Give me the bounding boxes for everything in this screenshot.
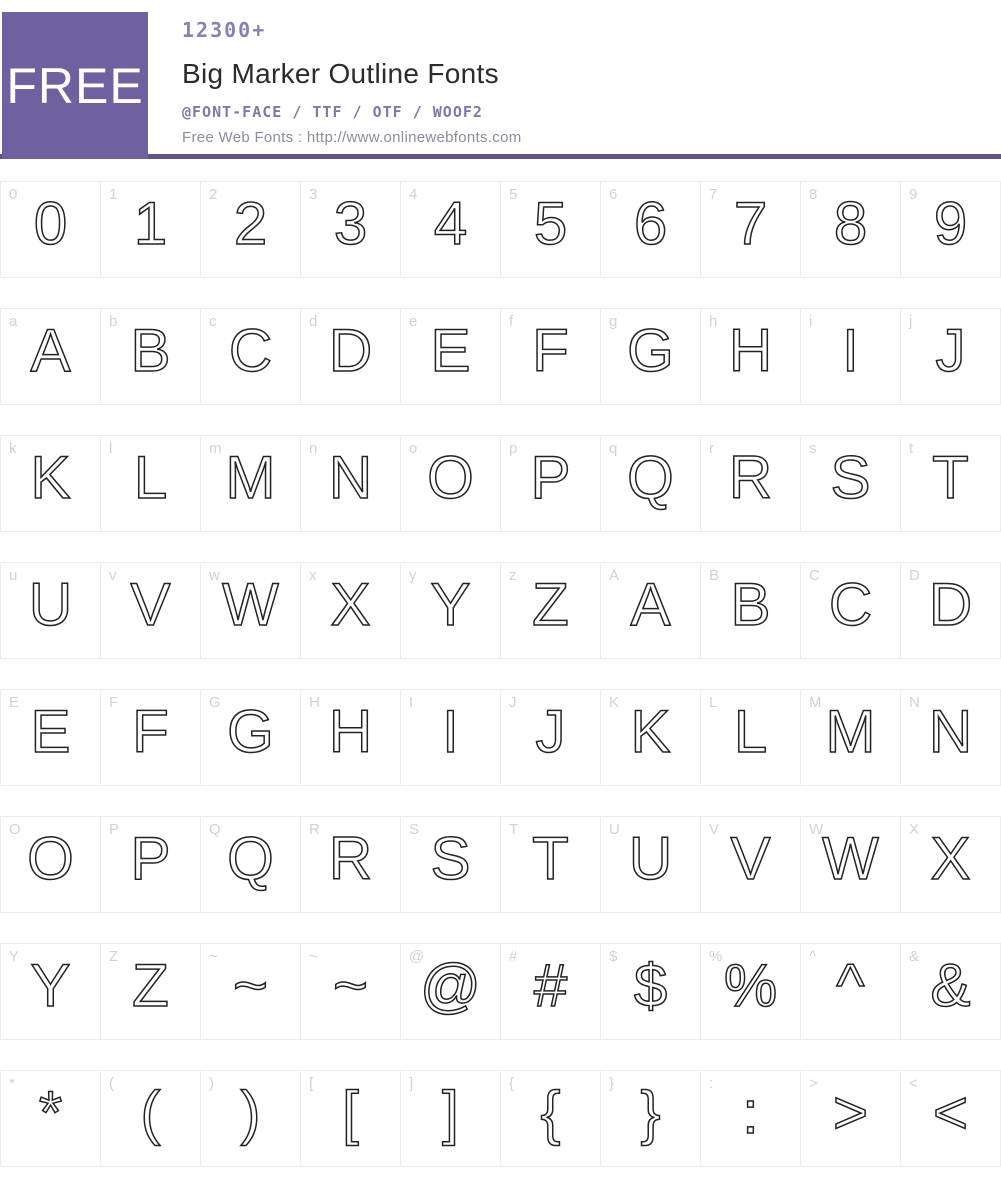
glyph-cell [700, 562, 801, 659]
cell-label: c [209, 313, 217, 330]
glyph-cell [300, 943, 401, 1040]
cell-label: % [709, 948, 723, 965]
cell-glyph: ^ [836, 951, 865, 1019]
cell-glyph: H [328, 697, 373, 765]
cell-glyph: B [130, 316, 171, 384]
cell-label: V [709, 821, 720, 838]
glyph-cell [700, 816, 801, 913]
cell-label: w [209, 567, 220, 584]
glyph-cell [100, 562, 201, 659]
cell-label: ) [209, 1075, 214, 1092]
cell-label: N [909, 694, 920, 711]
cell-label: 4 [409, 186, 418, 203]
glyph-cell [600, 435, 701, 532]
cell-glyph: Z [132, 951, 169, 1019]
cell-label: L [709, 694, 718, 711]
cell-glyph: A [30, 316, 71, 384]
glyph-cell [500, 943, 601, 1040]
cell-glyph: J [935, 316, 966, 384]
cell-label: d [309, 313, 318, 330]
glyph-cell [800, 308, 901, 405]
cell-glyph: P [530, 443, 571, 511]
cell-glyph: @ [420, 951, 481, 1019]
glyph-cell [500, 1070, 601, 1167]
cell-label: 7 [709, 186, 718, 203]
cell-label: ~ [309, 948, 318, 965]
cell-label: b [109, 313, 118, 330]
cell-glyph: T [932, 443, 969, 511]
glyph-cell [300, 1070, 401, 1167]
glyph-grid [0, 161, 1001, 1167]
cell-glyph: ~ [332, 951, 369, 1019]
glyph-cell [800, 943, 901, 1040]
glyph-cell [700, 308, 801, 405]
cell-glyph: 6 [633, 189, 668, 257]
cell-label: 2 [209, 186, 218, 203]
cell-label: { [509, 1075, 515, 1092]
cell-glyph: 3 [333, 189, 368, 257]
glyph-cell [500, 308, 601, 405]
glyph-cell [100, 689, 201, 786]
cell-label: ^ [809, 948, 817, 965]
cell-glyph: Z [532, 570, 569, 638]
glyph-cell [400, 943, 501, 1040]
cell-glyph: R [728, 443, 773, 511]
cell-glyph: ~ [232, 951, 269, 1019]
glyph-cell [600, 562, 701, 659]
glyph-cell [800, 562, 901, 659]
cell-glyph: H [728, 316, 773, 384]
cell-label: G [209, 694, 221, 711]
cell-label: v [109, 567, 117, 584]
cell-glyph: < [932, 1078, 969, 1146]
cell-label: k [9, 440, 17, 457]
glyph-cell [0, 181, 101, 278]
glyph-cell [100, 1070, 201, 1167]
cell-glyph: 9 [933, 189, 968, 257]
cell-label: s [809, 440, 817, 457]
glyph-cell [700, 435, 801, 532]
cell-label: J [509, 694, 517, 711]
cell-glyph: N [328, 443, 373, 511]
glyph-cell [0, 816, 101, 913]
cell-label: ( [109, 1075, 114, 1092]
cell-glyph: G [227, 697, 274, 765]
cell-label: M [809, 694, 822, 711]
glyph-cell [500, 816, 601, 913]
cell-glyph: U [628, 824, 673, 892]
glyph-cell [600, 181, 701, 278]
cell-glyph: U [28, 570, 73, 638]
glyph-cell [800, 181, 901, 278]
glyph-cell [900, 689, 1001, 786]
glyph-row [0, 435, 1001, 532]
cell-label: y [409, 567, 417, 584]
cell-label: n [309, 440, 318, 457]
glyph-cell [500, 181, 601, 278]
cell-label: @ [409, 948, 425, 965]
glyph-cell [300, 181, 401, 278]
cell-label: h [709, 313, 718, 330]
glyph-cell [200, 562, 301, 659]
glyph-cell [700, 181, 801, 278]
glyph-cell [900, 308, 1001, 405]
cell-glyph: K [630, 697, 671, 765]
header [0, 0, 1001, 161]
free-badge [2, 12, 148, 159]
cell-glyph: ) [240, 1078, 261, 1146]
cell-glyph: Q [627, 443, 674, 511]
glyph-cell [400, 435, 501, 532]
cell-label: ~ [209, 948, 218, 965]
glyph-cell [400, 181, 501, 278]
cell-glyph: ( [140, 1078, 161, 1146]
cell-glyph: O [27, 824, 74, 892]
glyph-cell [700, 689, 801, 786]
glyph-cell [800, 816, 901, 913]
cell-label: f [509, 313, 514, 330]
cell-label: Y [9, 948, 20, 965]
cell-label: ] [409, 1075, 414, 1092]
cell-glyph: C [228, 316, 273, 384]
cell-glyph: K [30, 443, 71, 511]
glyph-cell [400, 562, 501, 659]
glyph-cell [400, 816, 501, 913]
cell-label: x [309, 567, 317, 584]
cell-label: < [909, 1075, 918, 1092]
font-formats-label: @FONT-FACE / TTF / OTF / WOOF2 [182, 103, 483, 121]
cell-label: 1 [109, 186, 118, 203]
cell-label: q [609, 440, 618, 457]
glyph-cell [600, 943, 701, 1040]
cell-label: 8 [809, 186, 818, 203]
glyph-cell [0, 689, 101, 786]
cell-label: u [9, 567, 18, 584]
cell-glyph: G [627, 316, 674, 384]
cell-glyph: 2 [233, 189, 268, 257]
glyph-cell [800, 435, 901, 532]
cell-label: a [9, 313, 18, 330]
cell-glyph: W [822, 824, 879, 892]
glyph-cell [900, 816, 1001, 913]
cell-glyph: % [723, 951, 778, 1019]
cell-glyph: W [222, 570, 279, 638]
cell-glyph: I [442, 697, 459, 765]
cell-glyph: } [640, 1078, 661, 1146]
glyph-cell [0, 562, 101, 659]
glyph-cell [600, 308, 701, 405]
cell-label: g [609, 313, 618, 330]
cell-label: Z [109, 948, 119, 965]
cell-glyph: * [38, 1078, 63, 1146]
glyph-cell [900, 1070, 1001, 1167]
cell-glyph: > [832, 1078, 869, 1146]
glyph-cell [100, 308, 201, 405]
glyph-cell [700, 1070, 801, 1167]
cell-glyph: D [328, 316, 373, 384]
glyph-cell [0, 435, 101, 532]
cell-label: 3 [309, 186, 318, 203]
source-url-link[interactable]: Free Web Fonts : http://www.onlinewebfonts.com [182, 129, 522, 146]
cell-label: t [909, 440, 914, 457]
glyph-cell [400, 689, 501, 786]
cell-glyph: P [130, 824, 171, 892]
cell-glyph: X [330, 570, 371, 638]
cell-label: F [109, 694, 119, 711]
cell-glyph: Y [430, 570, 471, 638]
cell-glyph: { [540, 1078, 561, 1146]
cell-glyph: T [532, 824, 569, 892]
cell-glyph: Q [227, 824, 274, 892]
glyph-cell [900, 943, 1001, 1040]
cell-label: 9 [909, 186, 918, 203]
glyph-cell [0, 308, 101, 405]
cell-label: P [109, 821, 120, 838]
cell-glyph: S [830, 443, 871, 511]
glyph-cell [200, 943, 301, 1040]
cell-glyph: 0 [33, 189, 68, 257]
cell-label: r [709, 440, 714, 457]
cell-glyph: $ [633, 951, 668, 1019]
cell-glyph: 7 [733, 189, 768, 257]
cell-label: : [709, 1075, 714, 1092]
cell-label: R [309, 821, 320, 838]
glyph-cell [700, 943, 801, 1040]
cell-label: C [809, 567, 820, 584]
cell-glyph: # [533, 951, 568, 1019]
glyph-row [0, 816, 1001, 913]
cell-glyph: 8 [833, 189, 868, 257]
cell-label: z [509, 567, 517, 584]
cell-label: i [809, 313, 813, 330]
cell-glyph: M [825, 697, 876, 765]
cell-label: j [909, 313, 913, 330]
cell-label: T [509, 821, 519, 838]
cell-label: W [809, 821, 824, 838]
cell-glyph: X [930, 824, 971, 892]
glyph-cell [300, 816, 401, 913]
glyph-cell [300, 435, 401, 532]
cell-glyph: Y [30, 951, 71, 1019]
glyph-cell [900, 562, 1001, 659]
glyph-cell [900, 435, 1001, 532]
cell-label: Q [209, 821, 221, 838]
cell-label: & [909, 948, 920, 965]
cell-glyph: F [132, 697, 169, 765]
glyph-cell [500, 435, 601, 532]
header-divider [0, 154, 1001, 159]
cell-glyph: 1 [133, 189, 168, 257]
glyph-cell [800, 689, 901, 786]
cell-label: p [509, 440, 518, 457]
glyph-cell [200, 181, 301, 278]
glyph-row [0, 689, 1001, 786]
cell-label: # [509, 948, 518, 965]
cell-label: A [609, 567, 620, 584]
glyph-cell [600, 816, 701, 913]
free-badge-label: FREE [6, 57, 144, 114]
glyph-cell [300, 689, 401, 786]
cell-glyph: L [733, 697, 768, 765]
cell-label: S [409, 821, 420, 838]
cell-glyph: O [427, 443, 474, 511]
cell-label: o [409, 440, 418, 457]
cell-glyph: 5 [533, 189, 568, 257]
cell-glyph: 4 [433, 189, 468, 257]
glyph-cell [0, 943, 101, 1040]
cell-glyph: B [730, 570, 771, 638]
glyph-row [0, 943, 1001, 1040]
glyph-cell [200, 308, 301, 405]
cell-label: B [709, 567, 720, 584]
glyph-cell [300, 308, 401, 405]
glyph-row [0, 1070, 1001, 1167]
cell-label: e [409, 313, 418, 330]
cell-glyph: F [532, 316, 569, 384]
page-title: Big Marker Outline Fonts [182, 58, 499, 89]
glyph-cell [100, 435, 201, 532]
cell-glyph: S [430, 824, 471, 892]
glyph-cell [800, 1070, 901, 1167]
cell-glyph: J [535, 697, 566, 765]
glyph-cell [600, 1070, 701, 1167]
font-count: 12300+ [182, 18, 267, 42]
cell-glyph: E [30, 697, 71, 765]
cell-label: H [309, 694, 320, 711]
cell-label: * [9, 1075, 15, 1092]
glyph-row [0, 181, 1001, 278]
cell-glyph: I [842, 316, 859, 384]
glyph-cell [600, 689, 701, 786]
cell-glyph: M [225, 443, 276, 511]
glyph-cell [100, 943, 201, 1040]
cell-label: X [909, 821, 920, 838]
cell-label: O [9, 821, 21, 838]
cell-label: m [209, 440, 222, 457]
cell-glyph: L [133, 443, 168, 511]
cell-glyph: : [742, 1078, 759, 1146]
cell-glyph: E [430, 316, 471, 384]
glyph-cell [500, 562, 601, 659]
cell-label: > [809, 1075, 818, 1092]
glyph-cell [200, 689, 301, 786]
cell-glyph: N [928, 697, 973, 765]
glyph-cell [400, 1070, 501, 1167]
cell-label: } [609, 1075, 615, 1092]
glyph-row [0, 308, 1001, 405]
cell-label: 5 [509, 186, 518, 203]
cell-glyph: D [928, 570, 973, 638]
cell-glyph: V [730, 824, 771, 892]
cell-label: K [609, 694, 620, 711]
cell-label: D [909, 567, 920, 584]
cell-glyph: & [930, 951, 971, 1019]
cell-glyph: A [630, 570, 671, 638]
cell-label: E [9, 694, 20, 711]
cell-label: [ [309, 1075, 314, 1092]
cell-label: 0 [9, 186, 18, 203]
glyph-cell [900, 181, 1001, 278]
glyph-cell [100, 181, 201, 278]
glyph-cell [300, 562, 401, 659]
glyph-cell [0, 1070, 101, 1167]
cell-label: $ [609, 948, 618, 965]
cell-label: 6 [609, 186, 618, 203]
cell-label: I [409, 694, 414, 711]
glyph-cell [500, 689, 601, 786]
cell-glyph: ] [442, 1078, 459, 1146]
glyph-cell [400, 308, 501, 405]
glyph-cell [200, 816, 301, 913]
cell-glyph: [ [342, 1078, 359, 1146]
cell-label: l [109, 440, 113, 457]
glyph-cell [100, 816, 201, 913]
cell-glyph: V [130, 570, 171, 638]
glyph-row [0, 562, 1001, 659]
cell-glyph: R [328, 824, 373, 892]
cell-glyph: C [828, 570, 873, 638]
cell-label: U [609, 821, 620, 838]
glyph-cell [200, 435, 301, 532]
glyph-cell [200, 1070, 301, 1167]
